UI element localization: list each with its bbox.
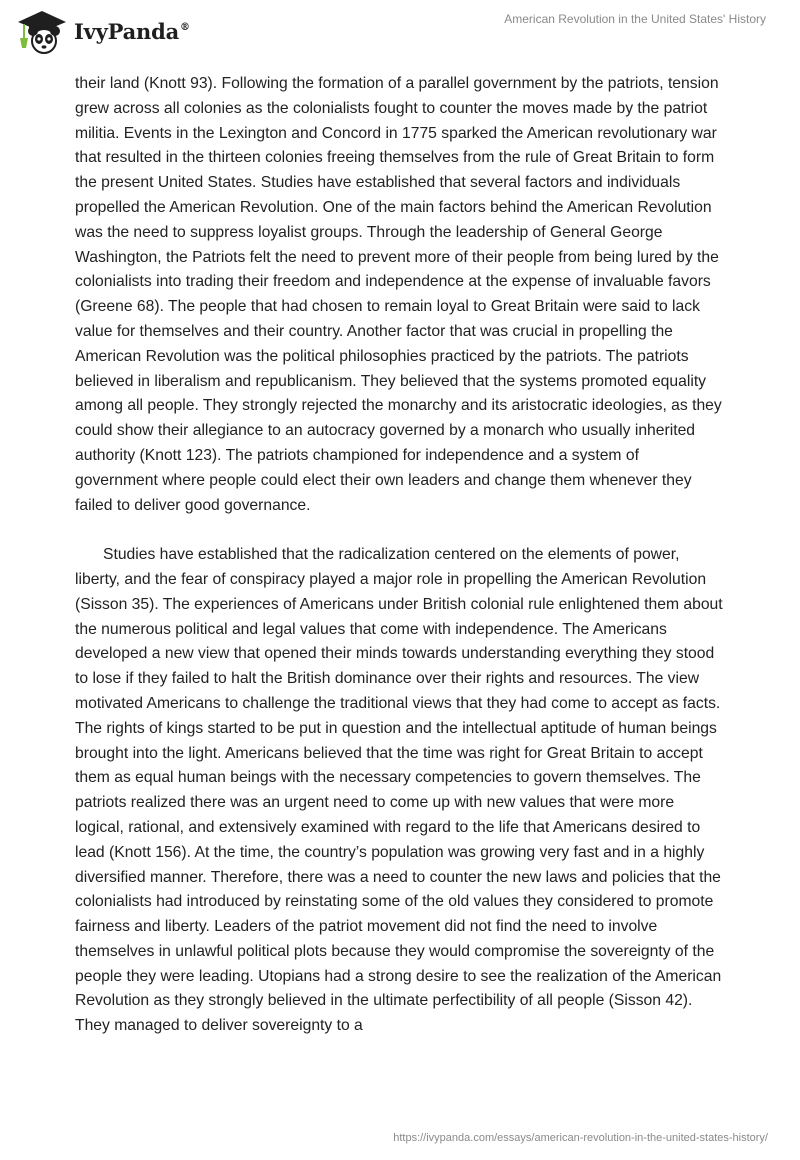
essay-body <box>75 72 725 1039</box>
document-title: American Revolution in the United States' History <box>504 12 766 26</box>
paragraph: their land (Knott 93). Following the formation of a parallel government by the patriots, tension grew across all colonies as the colonialists fought to counter the moves made by the patriot militia. Events in the Lexington and Concord in 1775 sparked the American revolutionary war that resulted in the thirteen colonies freeing themselves from the rule of Great Britain to form the present United States. Studies have established that several factors and individuals propelled the American Revolution. One of the main factors behind the American Revolution was the need to suppress loyalist groups. Through the leadership of General George Washington, the Patriots felt the need to prevent more of their people from being lured by the colonialists into trading their freedom and independence at the expense of invaluable favors (Greene 68). The people that had chosen to remain loyal to Great Britain were said to lack value for themselves and their country. Another factor that was crucial in propelling the American Revolution was the political philosophies practiced by the patriots. The patriots believed in liberalism and republicanism. They believed that the systems promoted equality among all people. They strongly rejected the monarchy and its aristocratic ideologies, as they could show their allegiance to an autocracy governed by a monarch who usually inherited authority (Knott 123). The patriots championed for independence and a system of government where people could elect their own leaders and change them whenever they failed to deliver good governance. <box>75 75 722 514</box>
paragraph: Studies have established that the radicalization centered on the elements of power, liberty, and the fear of conspiracy played a major role in propelling the American Revolution (Sisson 35). The experiences of Americans under British colonial rule enlightened them about the numerous political and legal values that come with independence. The Americans developed a new view that opened their minds towards understanding everything they stood to lose if they failed to halt the British dominance over their rights and resources. The view motivated Americans to challenge the traditional views that they had come to accept as facts. The rights of kings started to be put in question and the intellectual aptitude of human beings brought into the light. Americans believed that the time was right for Great Britain to accept them as equal human beings with the necessary competencies to govern themselves. The patriots realized there was an urgent need to come up with new values that were more logical, rational, and extensively examined with regard to the life that Americans desired to lead (Knott 156). At the time, the country’s population was growing very fast and in a highly diversified manner. Therefore, there was a need to counter the new laws and policies that the colonialists had introduced by reinstating some of the old values they considered to promote fairness and liberty. Leaders of the patriot movement did not find the need to involve themselves in unlawful political plots because they would compromise the sovereignty of the people they were leading. Utopians had a strong desire to see the realization of the American Revolution as they strongly believed in the ultimate perfectibility of all people (Sisson 42). They managed to deliver sovereignty to a <box>75 546 723 1035</box>
ivypanda-logo[interactable] <box>12 8 190 54</box>
page-header <box>0 0 800 60</box>
brand-name: IvyPanda® <box>74 18 190 44</box>
panda-graduate-icon <box>12 8 68 54</box>
source-url[interactable]: https://ivypanda.com/essays/american-revolution-in-the-united-states-history/ <box>393 1132 768 1144</box>
